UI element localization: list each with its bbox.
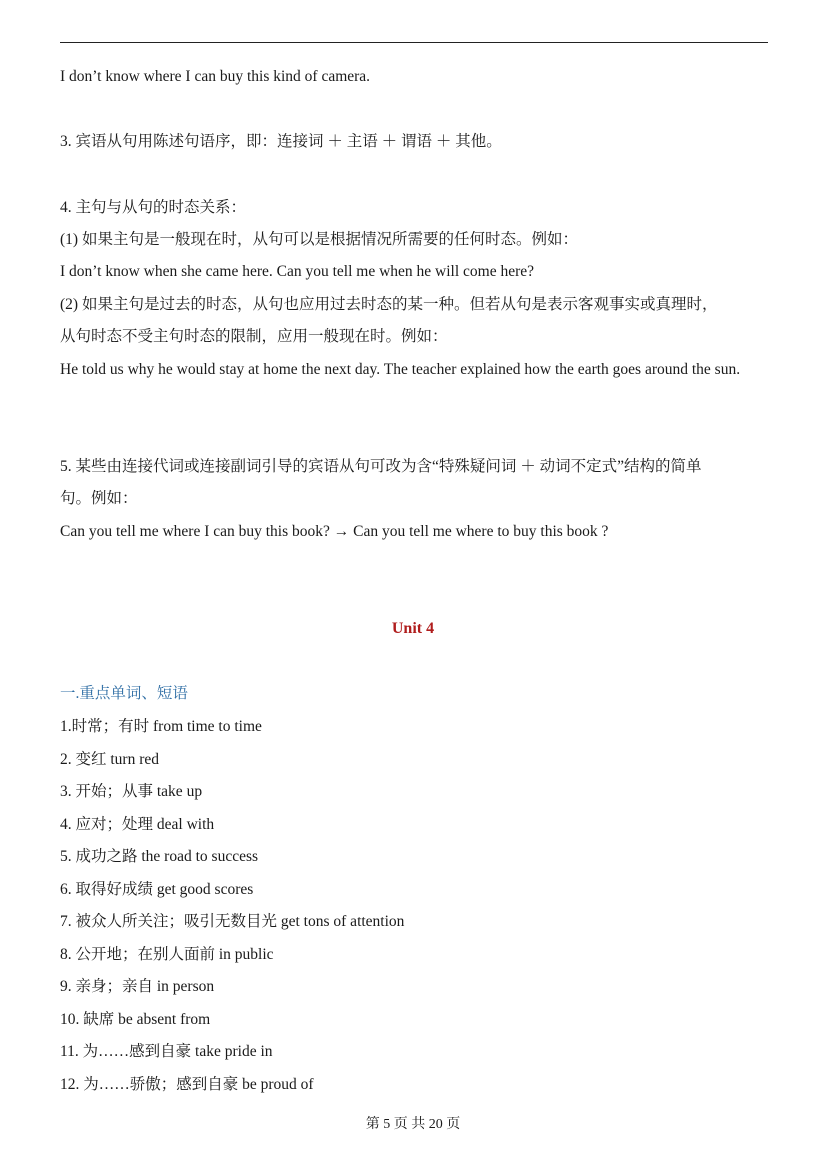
text-paragraph: He told us why he would stay at home the next day. The teacher explained how the earth goes around the sun.	[60, 361, 741, 378]
text-line: Can you tell me where I can buy this book? → Can you tell me where to buy this book ?	[60, 523, 609, 540]
vocab-item: 7. 被众人所关注；吸引无数目光 get tons of attention	[60, 913, 405, 930]
page-footer: 第 5 页 共 20 页	[365, 1117, 461, 1132]
vocab-item: 12. 为……骄傲；感到自豪 be proud of	[60, 1076, 314, 1093]
text-line: 4. 主句与从句的时态关系：	[60, 199, 247, 216]
vocab-item: 4. 应对；处理 deal with	[60, 816, 215, 833]
text-line: 从句时态不受主句时态的限制，应用一般现在时。例如：	[60, 328, 448, 345]
vocab-item: 10. 缺席 be absent from	[60, 1011, 211, 1028]
vocab-item: 11. 为……感到自豪 take pride in	[60, 1043, 273, 1060]
vocab-item: 8. 公开地；在别人面前 in public	[60, 946, 274, 963]
text-line: (2) 如果主句是过去的时态，从句也应用过去时态的某一种。但若从句是表示客观事实或真理时，	[60, 296, 718, 313]
vocab-item: 6. 取得好成绩 get good scores	[60, 881, 254, 898]
vocab-item: 5. 成功之路 the road to success	[60, 848, 259, 865]
header-rule	[60, 42, 768, 43]
vocab-item: 3. 开始；从事 take up	[60, 783, 203, 800]
text-line: I don’t know where I can buy this kind of camera.	[60, 68, 371, 85]
unit-title: Unit 4	[391, 620, 435, 637]
text-line: 5. 某些由连接代词或连接副词引导的宾语从句可改为含“特殊疑问词 ＋ 动词不定式”结构的简单	[60, 458, 702, 475]
text-line: I don’t know when she came here. Can you tell me when he will come here?	[60, 263, 535, 280]
text-line: (1) 如果主句是一般现在时，从句可以是根据情况所需要的任何时态。例如：	[60, 231, 578, 248]
text-line: 句。例如：	[60, 490, 138, 507]
vocab-item: 2. 变红 turn red	[60, 751, 160, 768]
vocab-item: 9. 亲身；亲自 in person	[60, 978, 215, 995]
vocab-item: 1.时常；有时 from time to time	[60, 718, 262, 735]
section-title: 一.重点单词、短语	[60, 685, 188, 702]
text-line: 3. 宾语从句用陈述句语序，即：连接词 ＋ 主语 ＋ 谓语 ＋ 其他。	[60, 133, 502, 150]
